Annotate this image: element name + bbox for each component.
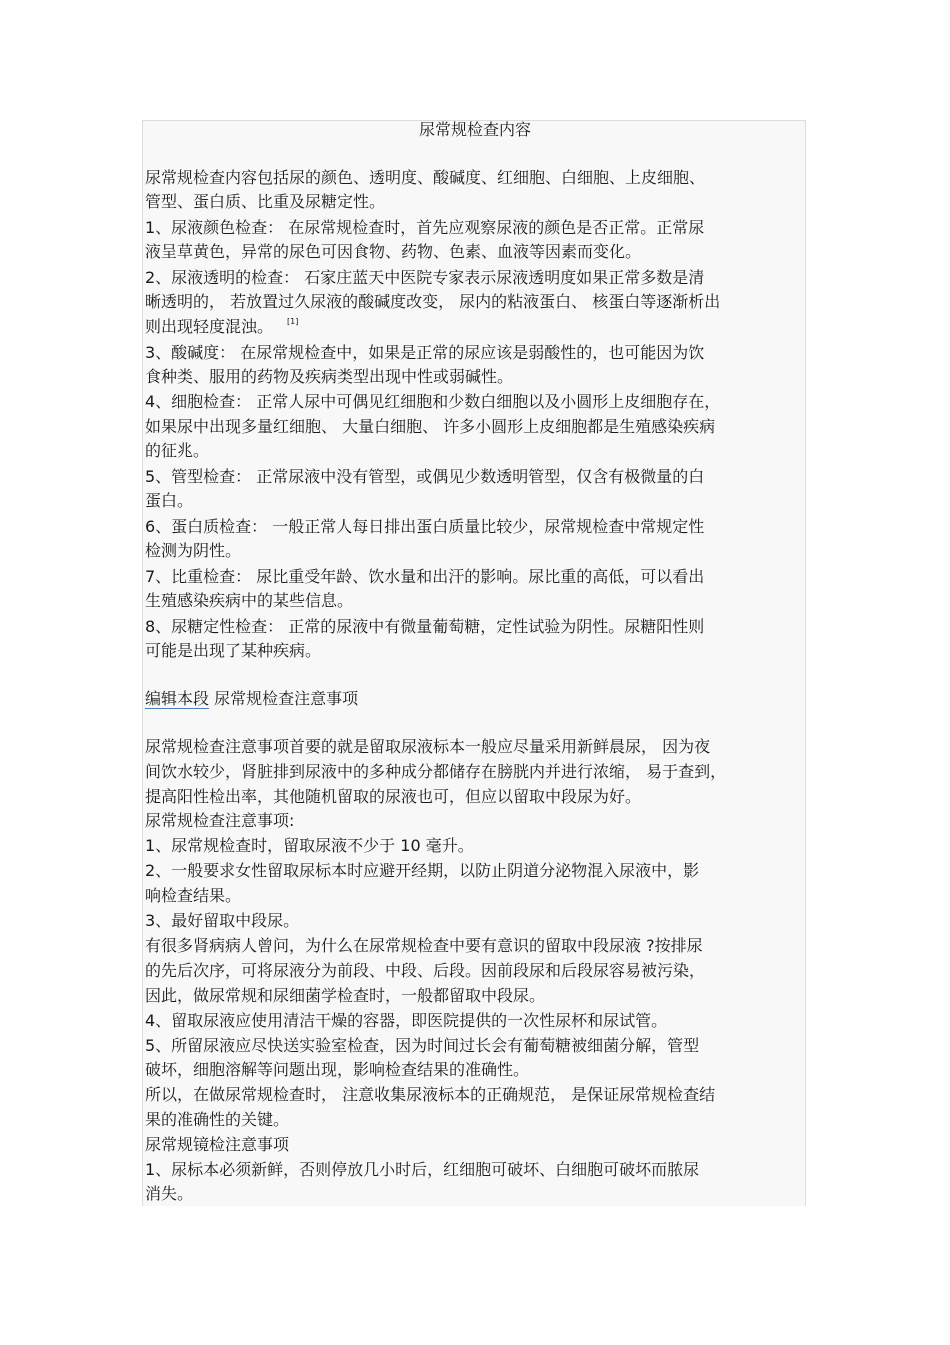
text-line: 破坏，细胞溶解等问题出现，影响检查结果的准确性。	[145, 1060, 530, 1079]
text-line: 可能是出现了某种疾病。	[145, 641, 322, 660]
section-heading	[145, 689, 358, 709]
text-line: 5、所留尿液应尽快送实验室检查，因为时间过长会有葡萄糖被细菌分解，管型	[145, 1036, 700, 1055]
text-line: 的先后次序，可将尿液分为前段、中段、后段。因前段尿和后段尿容易被污染，	[145, 961, 706, 980]
text-line: 食种类、服用的药物及疾病类型出现中性或弱碱性。	[145, 367, 514, 386]
text-line: 液呈草黄色，异常的尿色可因食物、药物、色素、血液等因素而变化。	[145, 242, 642, 261]
text-line: 1、尿标本必须新鲜，否则停放几小时后，红细胞可破坏、白细胞可破坏而脓尿	[145, 1160, 700, 1179]
text-line: 4、留取尿液应使用清洁干燥的容器，即医院提供的一次性尿杯和尿试管。	[145, 1011, 668, 1030]
text-line: 尿常规检查内容包括尿的颜色、透明度、酸碱度、红细胞、白细胞、上皮细胞、	[145, 168, 706, 187]
text-line: 的征兆。	[145, 441, 210, 460]
text-line: 1、尿常规检查时，留取尿液不少于 10 毫升。	[145, 836, 474, 855]
text-line: 晰透明的， 若放置过久尿液的酸碱度改变， 尿内的粘液蛋白、 核蛋白等逐渐析出	[145, 292, 721, 311]
text-line: 生殖感染疾病中的某些信息。	[145, 591, 354, 610]
text-line: 响检查结果。	[145, 886, 242, 905]
text-line-content: 则出现轻度混浊。	[145, 317, 274, 336]
text-line: 3、酸碱度： 在尿常规检查中，如果是正常的尿应该是弱酸性的，也可能因为饮	[145, 343, 705, 362]
text-line: 有很多肾病病人曾问，为什么在尿常规检查中要有意识的留取中段尿液 ?按排尿	[145, 936, 703, 955]
text-line: 尿常规检查注意事项:	[145, 811, 295, 830]
reference-mark[interactable]: [1]	[287, 317, 299, 326]
text-line: 5、管型检查： 正常尿液中没有管型，或偶见少数透明管型，仅含有极微量的白	[145, 467, 705, 486]
text-line: 3、最好留取中段尿。	[145, 911, 300, 930]
text-line: 2、一般要求女性留取尿标本时应避开经期，以防止阴道分泌物混入尿液中，影	[145, 861, 700, 880]
text-line: 间饮水较少，肾脏排到尿液中的多种成分都储存在膀胱内并进行浓缩， 易于查到，	[145, 762, 727, 781]
text-line: 4、细胞检查： 正常人尿中可偶见红细胞和少数白细胞以及小圆形上皮细胞存在，	[145, 392, 721, 411]
text-line: 管型、蛋白质、比重及尿糖定性。	[145, 192, 386, 211]
text-line: 蛋白。	[145, 491, 194, 510]
text-line: 1、尿液颜色检查： 在尿常规检查时，首先应观察尿液的颜色是否正常。正常尿	[145, 218, 705, 237]
text-line: 6、蛋白质检查： 一般正常人每日排出蛋白质量比较少，尿常规检查中常规定性	[145, 517, 705, 536]
edit-section-link[interactable]: 编辑本段	[145, 689, 210, 708]
text-line: 尿常规镜检注意事项	[145, 1135, 290, 1154]
text-line	[145, 317, 298, 340]
text-line: 消失。	[145, 1184, 194, 1203]
text-line: 所以，在做尿常规检查时， 注意收集尿液标本的正确规范， 是保证尿常规检查结	[145, 1085, 716, 1104]
text-line: 检测为阴性。	[145, 541, 242, 560]
page-title: 尿常规检查内容	[418, 120, 531, 139]
text-line: 2、尿液透明的检查： 石家庄蓝天中医院专家表示尿液透明度如果正常多数是清	[145, 268, 705, 287]
text-line: 如果尿中出现多量红细胞、 大量白细胞、 许多小圆形上皮细胞都是生殖感染疾病	[145, 417, 716, 436]
section-title: 尿常规检查注意事项	[209, 689, 359, 708]
text-line: 7、比重检查： 尿比重受年龄、饮水量和出汗的影响。尿比重的高低，可以看出	[145, 567, 705, 586]
text-line: 尿常规检查注意事项首要的就是留取尿液标本一般应尽量采用新鲜晨尿， 因为夜	[145, 737, 711, 756]
text-line: 因此，做尿常规和尿细菌学检查时，一般都留取中段尿。	[145, 986, 546, 1005]
text-line: 提高阳性检出率，其他随机留取的尿液也可，但应以留取中段尿为好。	[145, 787, 642, 806]
text-line: 果的准确性的关键。	[145, 1110, 290, 1129]
text-line: 8、尿糖定性检查： 正常的尿液中有微量葡萄糖，定性试验为阴性。尿糖阳性则	[145, 617, 705, 636]
